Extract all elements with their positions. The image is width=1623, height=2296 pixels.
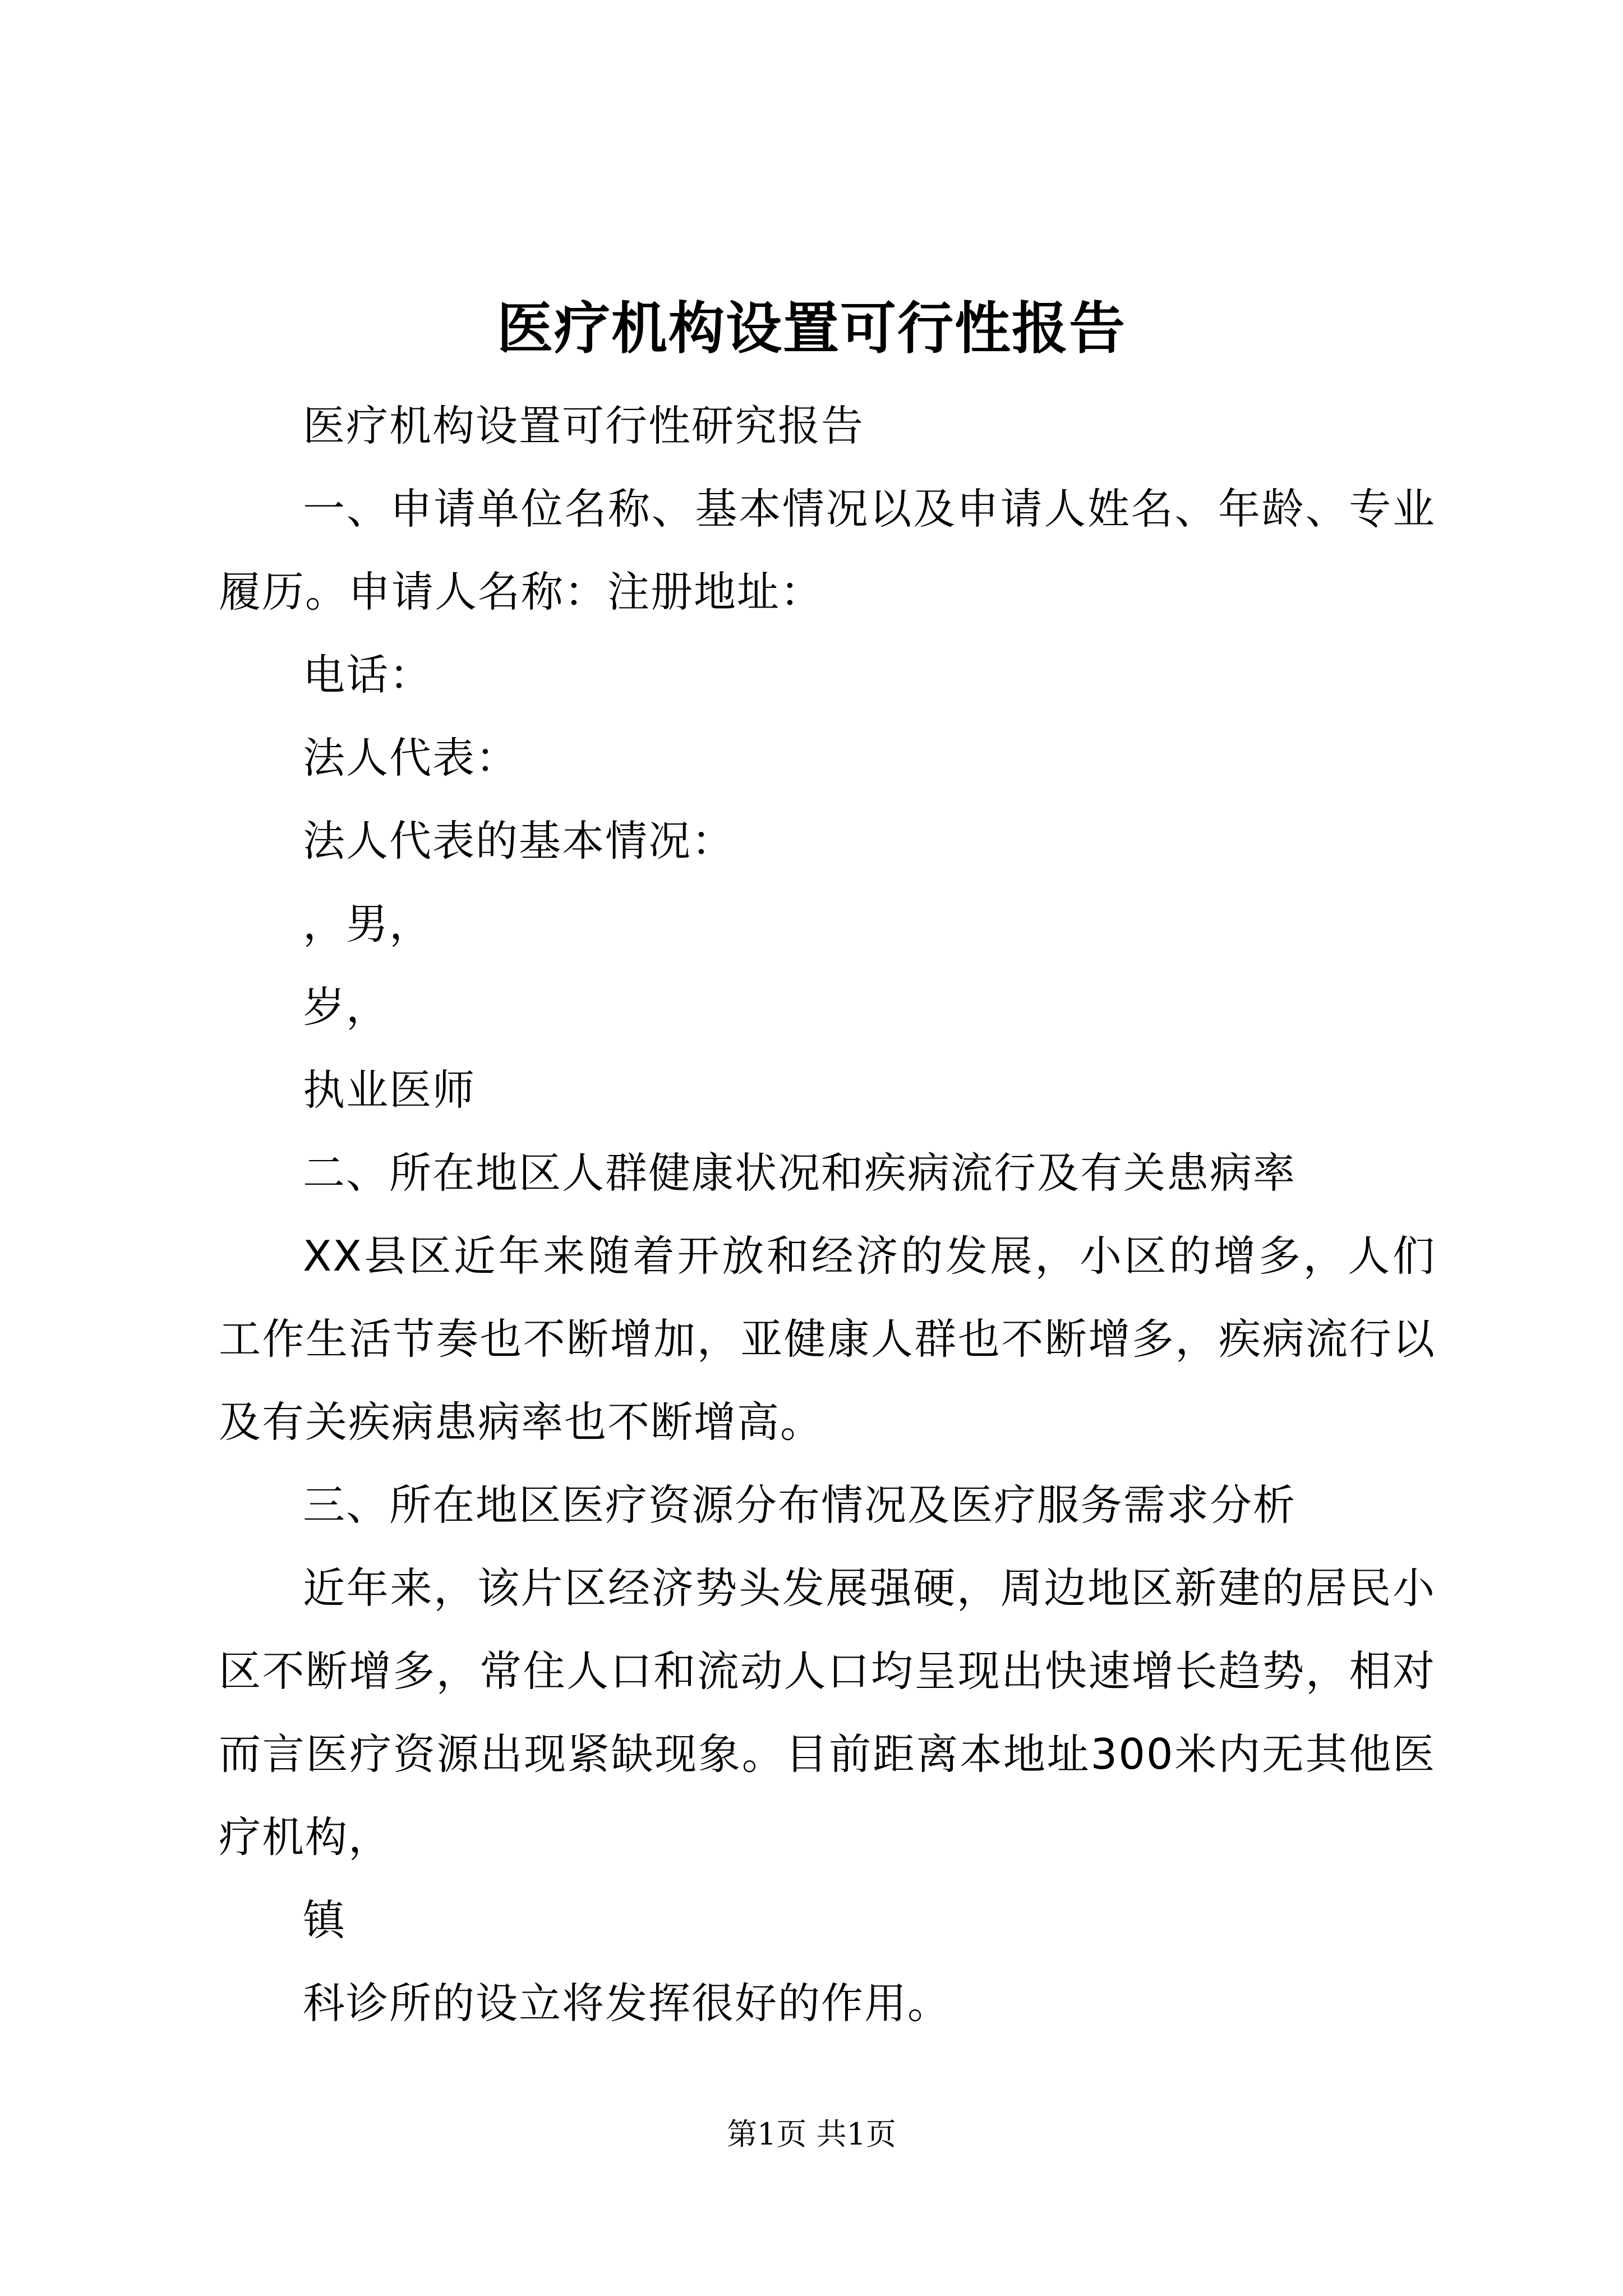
paragraph-age: 岁， bbox=[303, 982, 390, 1032]
paragraph-profession: 执业医师 bbox=[303, 1065, 476, 1115]
paragraph-section-3-heading: 三、所在地区医疗资源分布情况及医疗服务需求分析 bbox=[303, 1480, 1297, 1530]
paragraph-town: 镇 bbox=[303, 1895, 347, 1945]
paragraph-section-2-heading: 二、所在地区人群健康状况和疾病流行及有关患病率 bbox=[303, 1148, 1297, 1198]
paragraph-phone: 电话： bbox=[303, 650, 433, 700]
page-number-footer: 第1页 共1页 bbox=[727, 2116, 896, 2152]
document-body bbox=[219, 384, 1436, 2045]
paragraph-gender: ，男， bbox=[303, 899, 433, 949]
paragraph-section-1-heading: 一、申请单位名称、基本情况以及申请人姓名、年龄、专业履历。申请人名称：注册地址： bbox=[219, 484, 1436, 616]
paragraph-legal-rep-info: 法人代表的基本情况： bbox=[303, 816, 735, 866]
paragraph-section-2-body: XX县区近年来随着开放和经济的发展，小区的增多，人们工作生活节奏也不断增加，亚健康人群也不断增多，疾病流行以及有关疾病患病率也不断增高。 bbox=[219, 1231, 1436, 1447]
document-title: 医疗机构设置可行性报告 bbox=[497, 295, 1126, 361]
paragraph-section-3-body: 近年来，该片区经济势头发展强硬，周边地区新建的居民小区不断增多，常住人口和流动人口均呈现出快速增长趋势，相对而言医疗资源出现紧缺现象。目前距离本地址300米内无其他医疗机构， bbox=[219, 1563, 1436, 1862]
paragraph-legal-representative: 法人代表： bbox=[303, 733, 519, 783]
paragraph-subtitle: 医疗机构设置可行性研究报告 bbox=[303, 401, 865, 450]
paragraph-clinic-role: 科诊所的设立将发挥很好的作用。 bbox=[303, 1978, 951, 2028]
